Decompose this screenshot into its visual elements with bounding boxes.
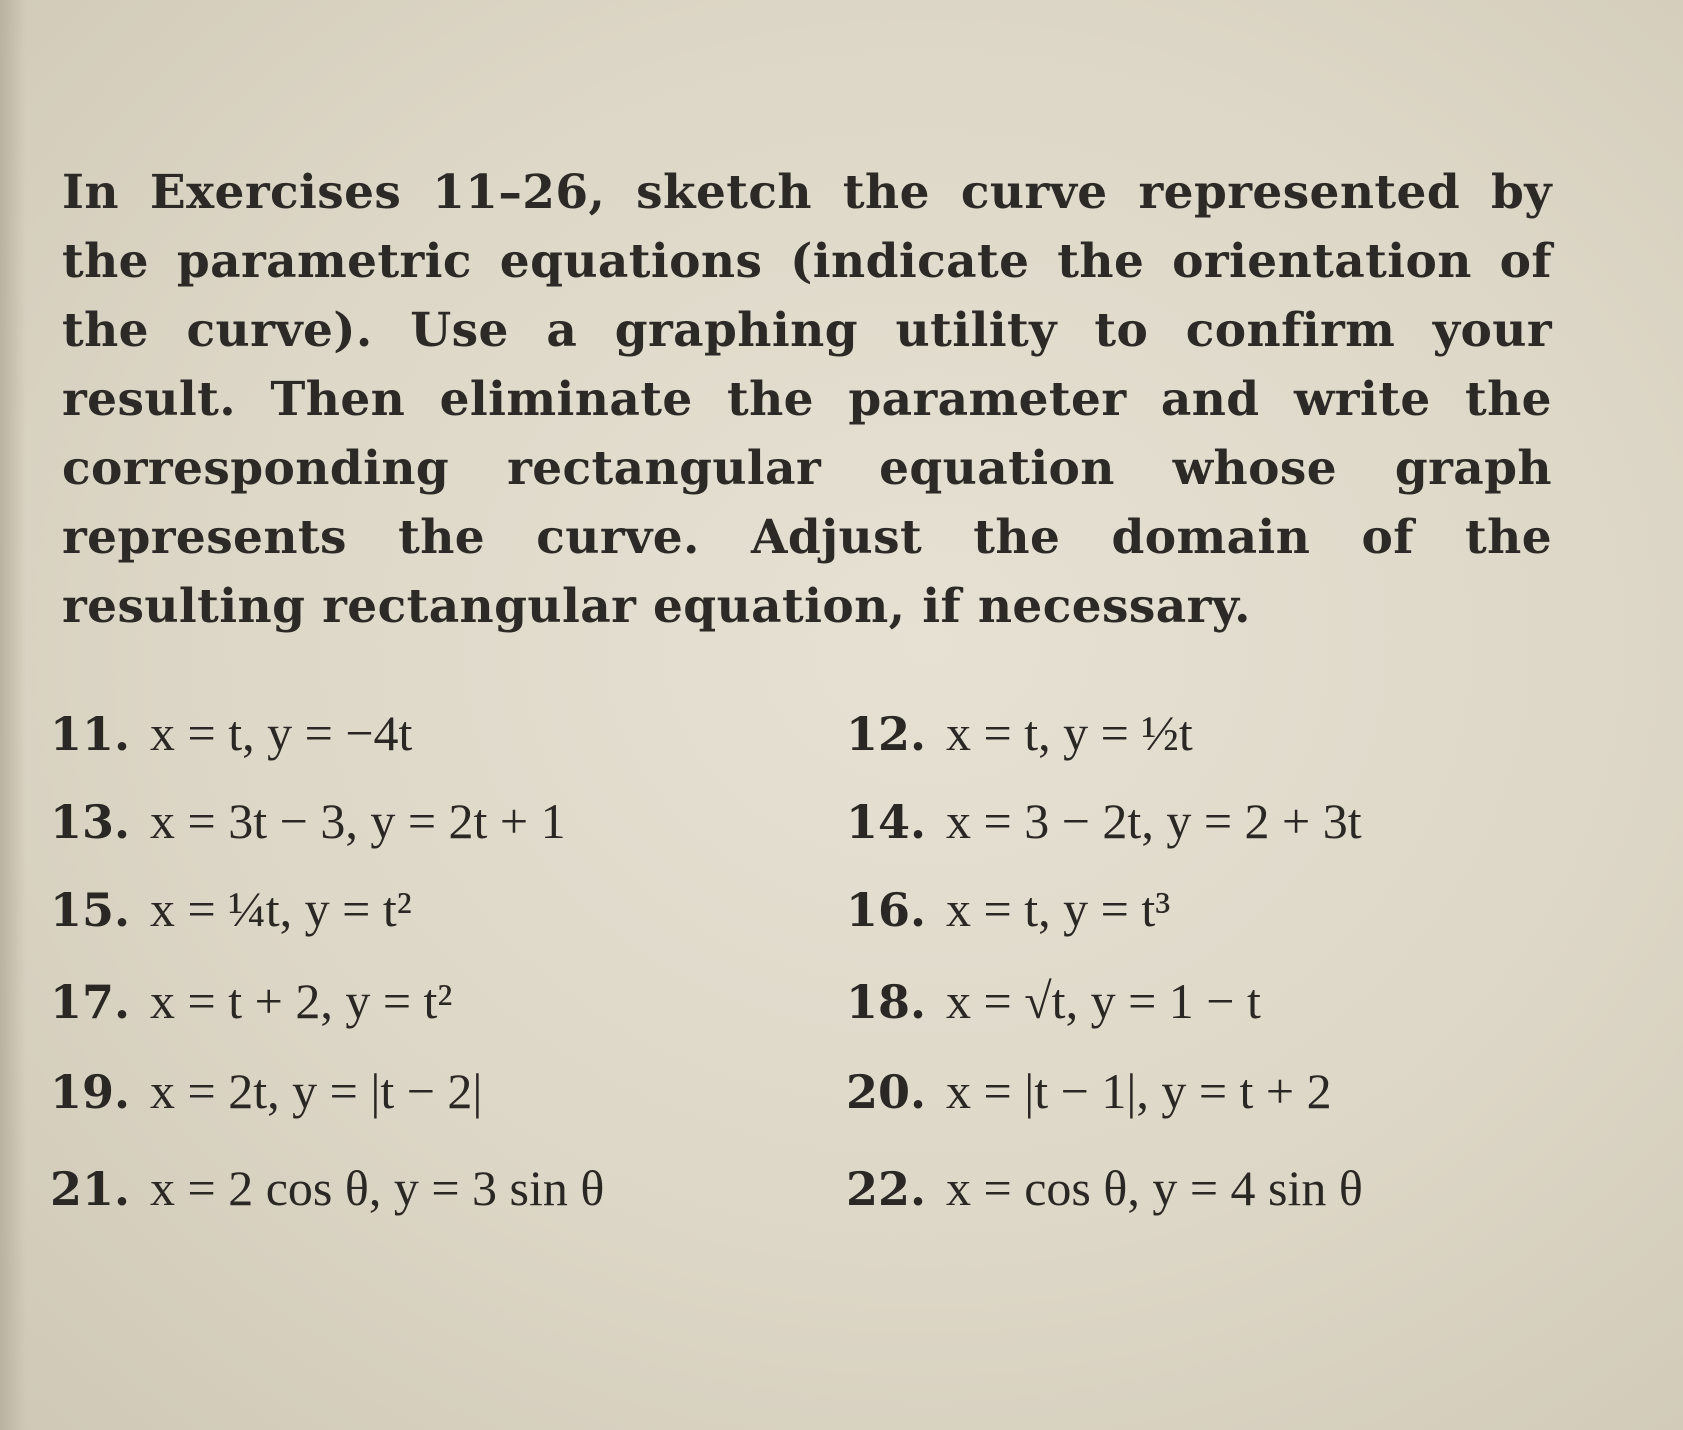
exercise-number: 22.: [846, 1162, 927, 1216]
exercise-equation: x = cos θ, y = 4 sin θ: [946, 1160, 1363, 1216]
exercise-number: 14.: [846, 795, 927, 849]
exercise-number: 12.: [846, 707, 927, 761]
exercise-19: [50, 1061, 482, 1123]
exercise-equation: x = 2 cos θ, y = 3 sin θ: [150, 1160, 605, 1216]
exercise-number: 17.: [50, 975, 131, 1029]
exercise-17: [50, 971, 452, 1033]
exercise-number: 21.: [50, 1162, 131, 1216]
exercise-equation: x = 3t − 3, y = 2t + 1: [150, 793, 566, 849]
exercise-number: 15.: [50, 883, 131, 937]
exercise-21: [50, 1158, 604, 1220]
exercise-equation: x = t, y = ½t: [946, 705, 1193, 761]
exercise-equation: x = 2t, y = |t − 2|: [150, 1063, 483, 1119]
exercise-16: [846, 879, 1170, 941]
exercise-11: [50, 703, 412, 765]
exercise-equation: x = t, y = −4t: [150, 705, 413, 761]
exercise-instructions: In Exercises 11–26, sketch the curve represented by the parametric equations (indicate the orientation of the curve). Use a graphing utility to confirm your result. Then eliminate the parameter and write the corresponding rectangular equation whose graph represents the curve. Adjust the domain of the resulting rectangular equation, if necessary.: [62, 165, 1552, 634]
exercise-number: 19.: [50, 1065, 131, 1119]
exercise-equation: x = ¼t, y = t²: [150, 881, 412, 937]
exercise-number: 18.: [846, 975, 927, 1029]
exercise-equation: x = t + 2, y = t²: [150, 973, 453, 1029]
exercise-13: [50, 791, 566, 853]
page-edge-shadow: [0, 0, 26, 1430]
exercise-equation: x = |t − 1|, y = t + 2: [946, 1063, 1332, 1119]
exercise-number: 13.: [50, 795, 131, 849]
exercise-22: [846, 1158, 1363, 1220]
exercise-15: [50, 879, 412, 941]
exercise-equation: x = t, y = t³: [946, 881, 1171, 937]
exercise-number: 20.: [846, 1065, 927, 1119]
exercise-equation: x = 3 − 2t, y = 2 + 3t: [946, 793, 1362, 849]
exercise-number: 11.: [50, 707, 131, 761]
exercise-20: [846, 1061, 1332, 1123]
exercise-12: [846, 703, 1193, 765]
exercise-18: [846, 971, 1261, 1033]
exercise-equation: x = √t, y = 1 − t: [946, 973, 1261, 1029]
exercise-number: 16.: [846, 883, 927, 937]
exercise-14: [846, 791, 1362, 853]
